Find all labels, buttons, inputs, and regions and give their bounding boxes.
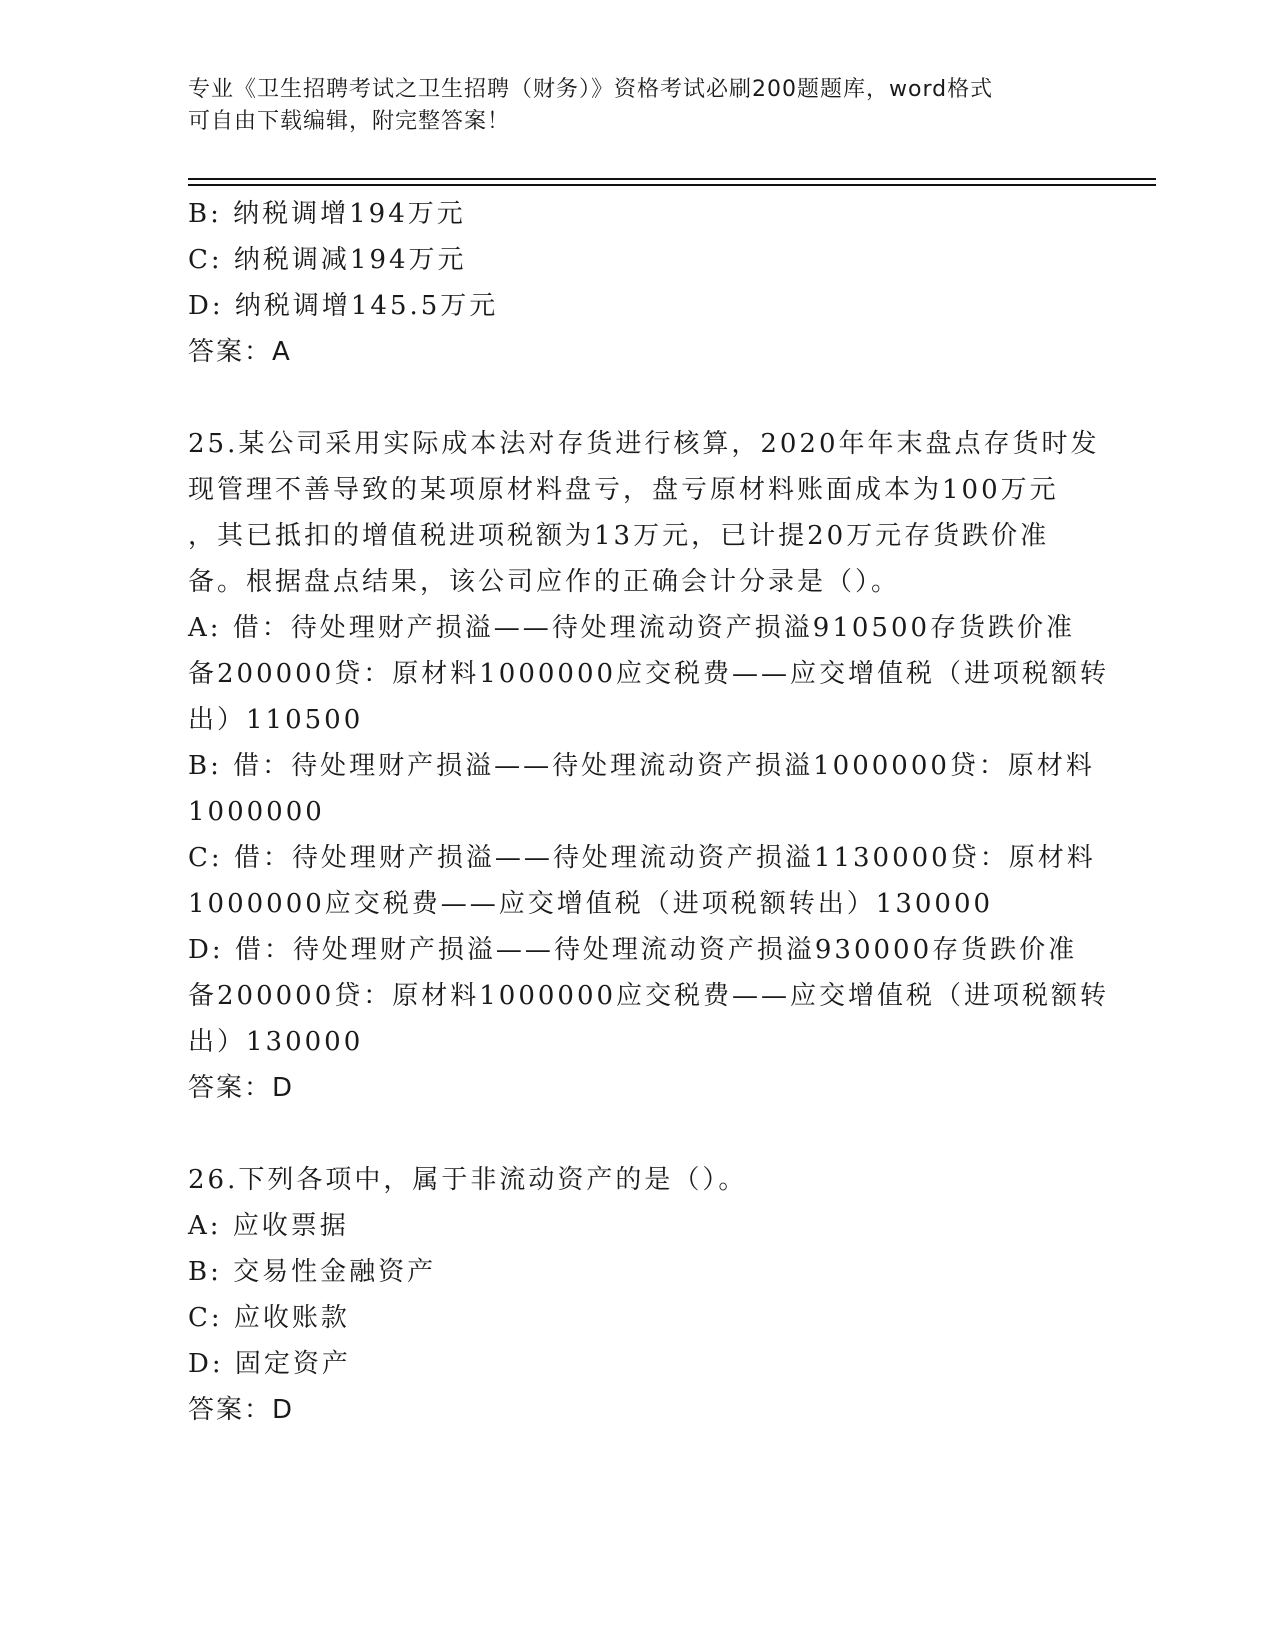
option-c: C: 纳税调减194万元 [188,245,467,275]
document-header [188,74,1088,138]
option-a: A: 应收票据 [188,1211,349,1241]
question-24-tail [188,191,1088,375]
option-a: A: 借：待处理财产损溢——待处理流动资产损溢910500存货跌价准 [188,613,1076,643]
option-d-cont: 备200000贷：原材料1000000应交税费——应交增值税（进项税额转 [188,981,1110,1011]
answer: 答案：A [188,337,292,367]
option-b: B: 借：待处理财产损溢——待处理流动资产损溢1000000贷：原材料 [188,751,1095,781]
option-d: D: 借：待处理财产损溢——待处理流动资产损溢930000存货跌价准 [188,935,1078,965]
option-c: C: 借：待处理财产损溢——待处理流动资产损溢1130000贷：原材料 [188,843,1096,873]
option-a-cont: 备200000贷：原材料1000000应交税费——应交增值税（进项税额转 [188,659,1110,689]
option-a-cont: 出）110500 [188,705,364,735]
header-divider-top [188,178,1156,180]
option-b: B: 纳税调增194万元 [188,199,466,229]
header-line-1: 专业《卫生招聘考试之卫生招聘（财务）》资格考试必刷200题题库，word格式 [188,77,994,102]
document-body [188,191,1110,1433]
option-c-cont: 1000000应交税费——应交增值税（进项税额转出）130000 [188,889,994,919]
question-stem-line: 现管理不善导致的某项原材料盘亏，盘亏原材料账面成本为100万元 [188,475,1059,505]
option-c: C: 应收账款 [188,1303,350,1333]
spacer [188,1111,1088,1157]
header-divider-bottom [188,184,1156,186]
header-line-2: 可自由下载编辑，附完整答案！ [188,109,511,134]
answer: 答案：D [188,1073,295,1103]
option-b-cont: 1000000 [188,797,325,827]
option-b: B: 交易性金融资产 [188,1257,437,1287]
option-d: D: 纳税调增145.5万元 [188,291,499,321]
question-stem-line: ，其已抵扣的增值税进项税额为13万元，已计提20万元存货跌价准 [188,521,1050,551]
question-stem-line: 备。根据盘点结果，该公司应作的正确会计分录是（）。 [188,567,901,597]
option-d-cont: 出）130000 [188,1027,364,1057]
question-25 [188,421,1110,1111]
question-stem-line: 25.某公司采用实际成本法对存货进行核算，2020年年末盘点存货时发 [188,429,1100,459]
option-d: D: 固定资产 [188,1349,351,1379]
question-26 [188,1157,1088,1433]
question-stem-line: 26.下列各项中，属于非流动资产的是（）。 [188,1165,748,1195]
answer: 答案：D [188,1395,295,1425]
spacer [188,375,1088,421]
